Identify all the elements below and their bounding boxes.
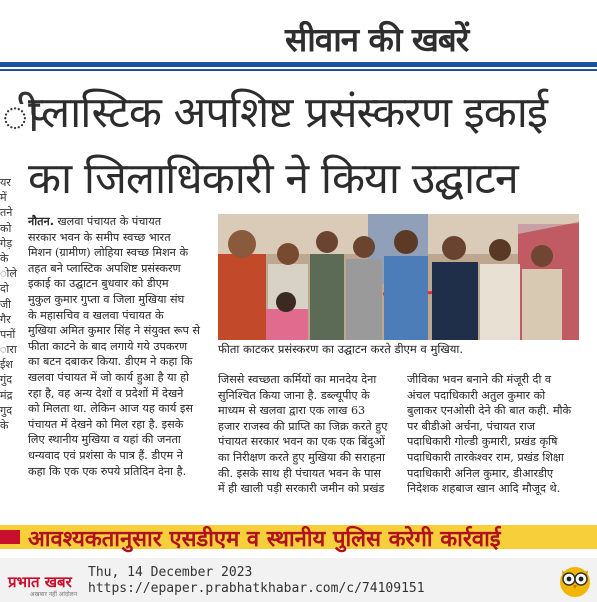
prev-column-line: को — [0, 221, 12, 235]
article-line — [28, 323, 216, 339]
prev-column-line: के — [0, 419, 9, 432]
article-line-text: मुखिया अमित कुमार सिंह ने संयुक्त रूप से — [28, 324, 200, 338]
article-line — [28, 401, 216, 417]
article-column-1 — [28, 214, 216, 479]
article-line-text: पंचायत में देखने को मिल रहा है. इसके — [28, 417, 184, 431]
owl-mascot-icon — [557, 560, 593, 598]
article-line — [28, 417, 216, 433]
article-line: पदाधिकारी अनिल कुमार, डीआरडीए — [407, 466, 554, 480]
prev-column-line: यर — [0, 176, 11, 189]
prev-column-line: पनों — [0, 327, 16, 341]
ribbon-cutting-photo — [218, 214, 579, 340]
article-line: का निरीक्षण करते हुए मुखिया की सराहना — [218, 450, 385, 464]
article-line: निदेशक शहबाज खान आदि मौजूद थे. — [407, 482, 561, 496]
epaper-link[interactable]: https://epaper.prabhatkhabar.com/c/74109151 — [88, 581, 425, 596]
article-photo — [218, 214, 579, 340]
article-line — [28, 261, 216, 277]
article-line-text: सरकार भवन के समीप स्वच्छ भारत — [28, 230, 171, 244]
prev-column-line: गुंद — [0, 373, 13, 387]
section-header — [0, 14, 597, 64]
prev-column-line: मंद्र — [0, 388, 13, 402]
brand-tagline: अखबार नहीं आंदोलन — [30, 591, 78, 598]
prev-column-line: गैर — [0, 312, 11, 326]
prev-column-line: में — [0, 191, 7, 205]
article-line — [28, 339, 216, 355]
article-line-text: का बटन दबाकर किया. डीएम ने कहा कि — [28, 355, 193, 369]
article-column-2 — [218, 372, 394, 497]
article-line: जिससे स्वच्छता कर्मियों का मानदेय देना — [218, 373, 377, 386]
article-line-text: खलवा पंचायत में जो कार्य हुआ है या हो — [28, 370, 189, 384]
article-line — [28, 370, 216, 386]
brand-logo[interactable]: प्रभात खबर — [8, 573, 72, 591]
section-title: सीवान की खबरें — [285, 20, 469, 59]
article-line-text: तहत बने प्लास्टिक अपशिष्ट प्रसंस्करण — [28, 261, 181, 275]
prev-column-line: जी — [0, 297, 12, 311]
article-line — [28, 245, 216, 261]
article-line-text: लिए स्थानीय मुखिया व यहां की जनता — [28, 433, 181, 447]
article-line-text: को मिलता था. लेकिन आज यह कार्य इस — [28, 402, 193, 416]
section-divider-thin — [0, 69, 597, 71]
photo-caption: फीता काटकर प्रसंस्करण का उद्घाटन करते डीएम व मुखिया. — [218, 342, 464, 356]
article-line-text: खलवा पंचायत के पंचायत — [53, 215, 162, 228]
prev-column-line: गुद — [0, 403, 13, 417]
article-line — [28, 308, 216, 324]
prev-column-line: ारा — [0, 343, 17, 357]
article-line: पंचायत सरकार भवन का एक एक बिंदुओं — [218, 435, 385, 449]
article-line: सुनिश्चित किया जाना है. डब्ल्यूपीए के — [218, 388, 370, 402]
article-line-text: कहा कि एक एक रुपये प्रतिदिन देना है. — [28, 464, 187, 478]
article-line: पर बीडीओ अर्चना, पंचायत राज — [407, 419, 536, 433]
article-headline-line1: प्लास्टिक अपशिष्ट प्रसंस्करण इकाई — [28, 88, 547, 138]
article-line: पदाधिकारी गोल्डी कुमारी, प्रखंड कृषि — [407, 435, 558, 449]
section-divider — [0, 62, 597, 67]
next-article-marker — [0, 530, 20, 544]
article-line — [28, 354, 216, 370]
article-line-text: फीता काटने के बाद लगाये गये उपकरण — [28, 339, 188, 353]
article-line: माध्यम से खलवा द्वारा एक लाख 63 — [218, 404, 366, 418]
article-line — [28, 448, 216, 464]
article-line-text: धन्यवाद एवं प्रशंसा के पात्र हैं. डीएम ने — [28, 448, 183, 462]
next-article-headline — [28, 523, 501, 539]
article-line: की. इसके साथ ही पंचायत भवन के पास — [218, 466, 381, 480]
prev-column-line: के — [0, 251, 9, 265]
article-line-text: के महासचिव व खलवा पंचायत के — [28, 308, 164, 322]
prev-headline-fragment: ी — [2, 91, 40, 142]
prev-column-line: ईश — [0, 358, 13, 372]
prev-column-line: दो — [0, 282, 9, 296]
article-line: बुलाकर एनओसी देने की बात कही. मौके — [407, 404, 572, 418]
article-line — [28, 276, 216, 292]
article-line — [28, 292, 216, 308]
article-line — [28, 214, 216, 230]
edition-date: Thu, 14 December 2023 — [88, 565, 253, 580]
article-line — [28, 386, 216, 402]
prev-column-line: ोले — [0, 267, 17, 281]
article-line-text: रहा है, वह अन्य देशों व प्रदेशों में देखने — [28, 386, 184, 400]
article-line-text: मिशन (ग्रामीण) लोहिया स्वच्छ मिशन के — [28, 246, 189, 260]
article-line — [28, 432, 216, 448]
article-headline-line2: का जिलाधिकारी ने किया उद्घाटन — [28, 154, 518, 204]
article-column-3 — [407, 372, 582, 497]
article-line: हजार राजस्व की प्राप्ति का जिक्र करते हुए — [218, 419, 388, 433]
article-line-text: इकाई का उद्घाटन बुधवार को डीएम — [28, 277, 169, 291]
article-line — [28, 464, 216, 480]
prev-column-line: गेड़ — [0, 236, 13, 250]
dateline: नौतन. — [28, 215, 54, 228]
article-line: पदाधिकारी तारकेश्वर राम, प्रखंड शिक्षा — [407, 450, 564, 464]
article-line-text: मुकुल कुमार गुप्ता व जिला मुखिया संघ — [28, 292, 185, 306]
article-line: अंचल पदाधिकारी अतुल कुमार को — [407, 388, 546, 402]
article-line: में ही खाली पड़ी सरकारी जमीन को प्रखंड — [218, 482, 385, 496]
article-line — [28, 230, 216, 246]
prev-column-line: तने — [0, 206, 13, 220]
article-line: जीविका भवन बनाने की मंजूरी दी व — [407, 373, 552, 386]
prev-column-fragments — [0, 175, 17, 433]
